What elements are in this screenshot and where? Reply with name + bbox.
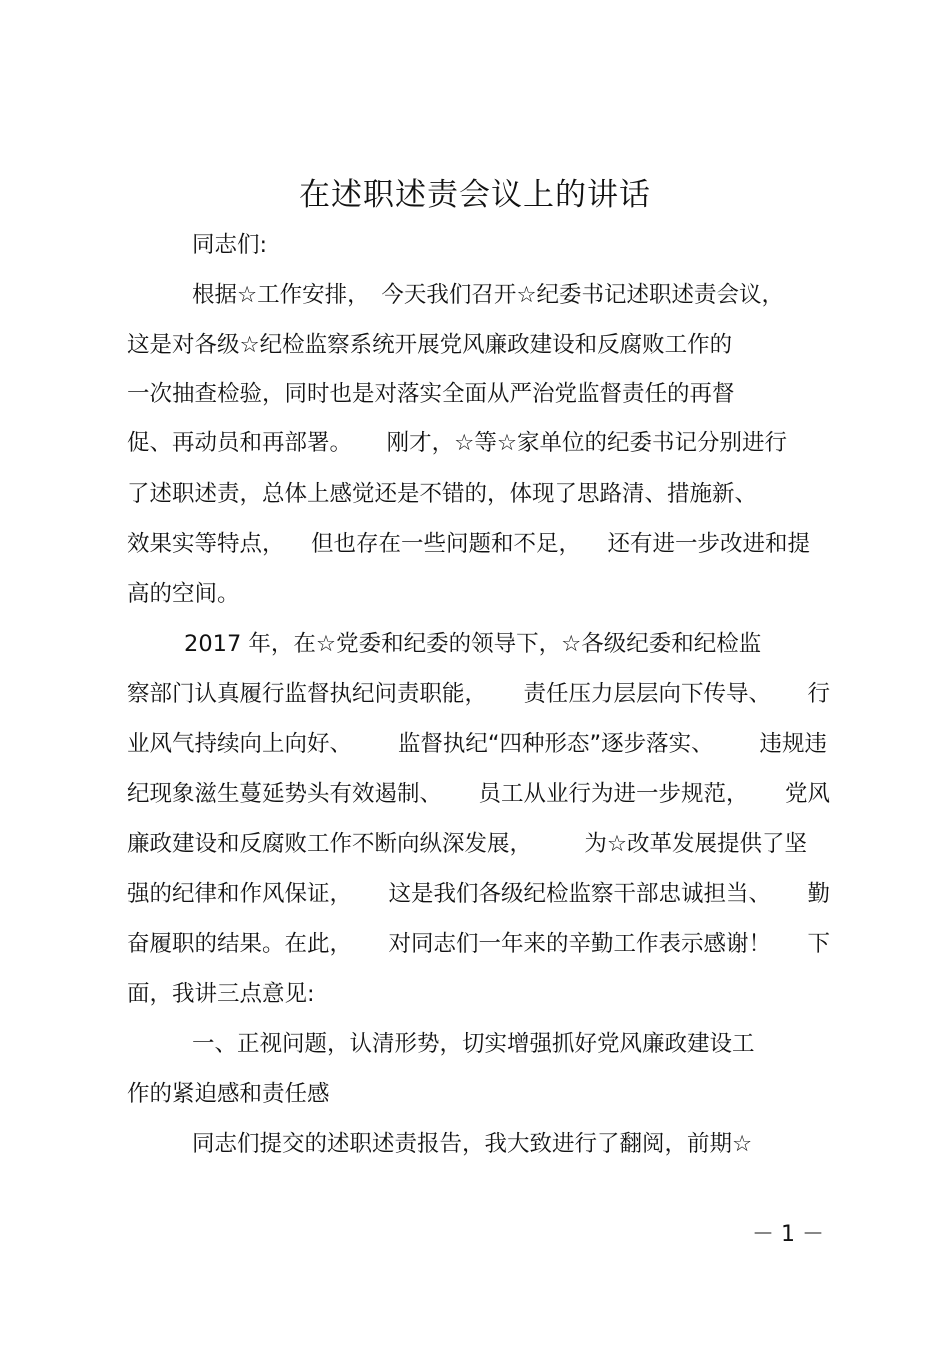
- para1-line-5: 了述职述责，总体上感觉还是不错的，体现了思路清、措施新、: [127, 481, 758, 507]
- section-heading-line-2: 作的紧迫感和责任感: [127, 1081, 330, 1107]
- para1-line-6: [127, 527, 810, 561]
- text-segment: 员工从业行为进一步规范，: [478, 781, 749, 807]
- para2-line-7: [127, 927, 830, 961]
- para1-line-7: 高的空间。: [127, 581, 240, 607]
- text-segment: 刚才，☆等☆家单位的纪委书记分别进行: [386, 430, 787, 456]
- text-segment: 这是我们各级纪检监察干部忠诚担当、: [388, 881, 771, 907]
- document-title: 在述职述责会议上的讲话: [299, 177, 651, 213]
- para2-line-6: [127, 877, 830, 911]
- text-segment: 违规违: [759, 731, 827, 757]
- para1-line-3: 一次抽查检验，同时也是对落实全面从严治党监督责任的再督: [127, 381, 735, 407]
- para1-line-2: 这是对各级☆纪检监察系统开展党风廉政建设和反腐败工作的: [127, 332, 733, 358]
- text-segment: 为☆改革发展提供了坚: [584, 831, 807, 857]
- para3-line-1: 同志们提交的述职述责报告，我大致进行了翻阅，前期☆: [192, 1131, 753, 1157]
- text-segment: 对同志们一年来的辛勤工作表示感谢！: [388, 931, 771, 957]
- para2-line-2: [127, 677, 830, 711]
- text-segment: 勤: [807, 881, 830, 907]
- text-segment: 奋履职的结果。在此，: [127, 931, 353, 957]
- text-segment: 责任压力层层向下传导、: [523, 681, 771, 707]
- text-segment: 业风气持续向上向好、: [127, 731, 353, 757]
- para2-line-4: [127, 777, 830, 811]
- para2-line-3: [127, 727, 827, 761]
- text-segment: 纪现象滋生蔓延势头有效遏制、: [127, 781, 443, 807]
- text-segment: 察部门认真履行监督执纪问责职能，: [127, 681, 488, 707]
- para2-line-1: 2017 年，在☆党委和纪委的领导下，☆各级纪委和纪检监: [184, 631, 762, 657]
- text-segment: 但也存在一些问题和不足，: [310, 531, 581, 557]
- para1-line-1: [192, 278, 784, 312]
- salutation: 同志们:: [192, 232, 268, 258]
- text-segment: 廉政建设和反腐败工作不断向纵深发展，: [127, 831, 533, 857]
- text-segment: 党风: [784, 781, 830, 807]
- page-number: － 1 －: [752, 1222, 824, 1247]
- text-segment: 还有进一步改进和提: [607, 531, 810, 557]
- text-segment: 下: [807, 931, 830, 957]
- para2-line-5: [127, 827, 807, 861]
- text-segment: 监督执纪“四种形态”逐步落实、: [397, 731, 714, 757]
- text-segment: 今天我们召开☆纪委书记述职述责会议，: [381, 282, 784, 308]
- text-segment: 促、再动员和再部署。: [127, 430, 353, 456]
- text-segment: 根据☆工作安排，: [192, 282, 370, 308]
- text-segment: 强的纪律和作风保证，: [127, 881, 353, 907]
- text-segment: 行: [807, 681, 830, 707]
- para2-line-8: 面，我讲三点意见:: [127, 981, 315, 1007]
- section-heading-line-1: 一、正视问题，认清形势，切实增强抓好党风廉政建设工: [192, 1031, 755, 1057]
- text-segment: 效果实等特点，: [127, 531, 285, 557]
- para1-line-4: [127, 426, 787, 460]
